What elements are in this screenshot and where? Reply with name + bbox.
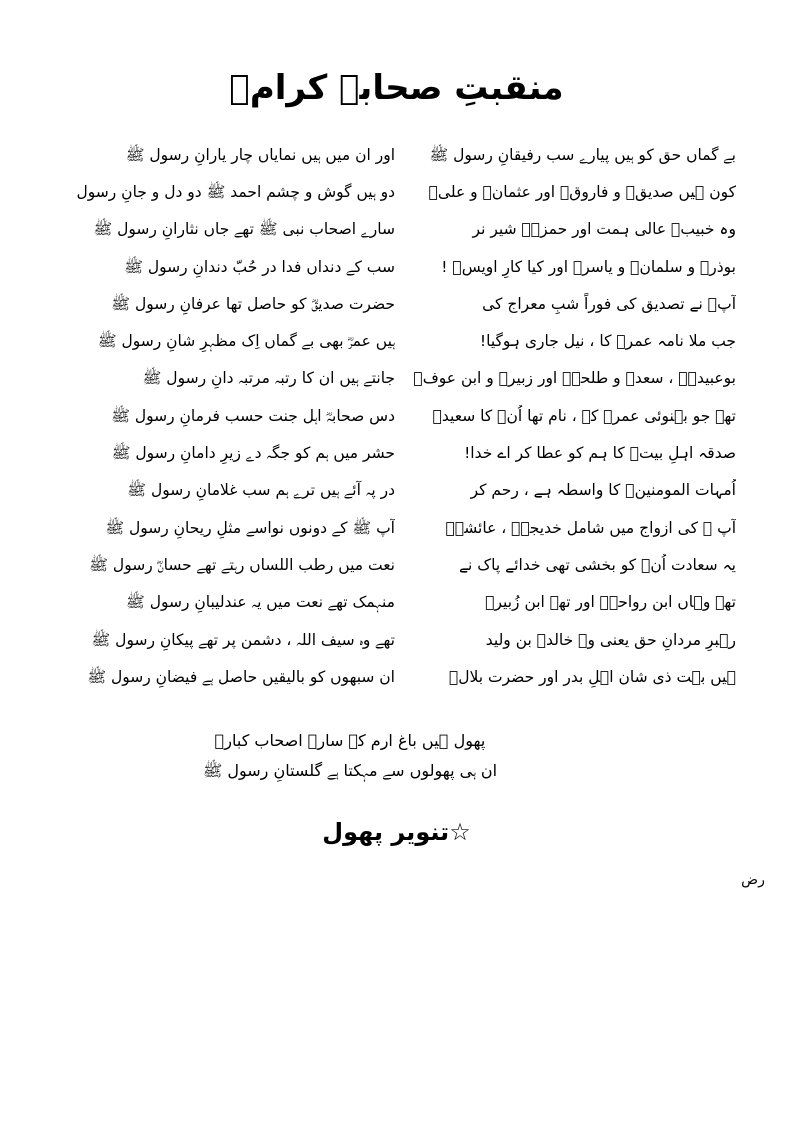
couplet [60,285,736,322]
couplet [60,360,736,397]
couplet [60,211,736,248]
first-hemistich: تھے جو بہنوئی عمرؓ کے ، نام تھا اُنؓ کا سعیدؓ [432,406,736,425]
first-hemistich: بوعبیدہؓ ، سعدؓ و طلحہؓ اور زبیرؓ و ابن عوفؓ [413,369,736,388]
second-hemistich: حشر میں ہم کو جگہ دے زیرِ دامانِ رسول ﷺ [111,444,395,463]
couplet [60,584,736,621]
first-hemistich: صدقہ اہلِ بیتؓ کا ہم کو عطا کر اے خدا! [464,444,736,463]
second-hemistich: تھے وہ سیف اللہ ، دشمن پر تھے پیکانِ رسول ﷺ [91,630,395,649]
first-hemistich: بے گماں حق کو ہیں پیارے سب رفیقانِ رسول ﷺ [429,145,736,164]
closing-couplet [150,726,550,786]
second-hemistich: اور ان میں ہیں نمایاں چار یارانِ رسول ﷺ [125,145,395,164]
second-hemistich: ہیں عمرؓ بھی بے گماں اِک مظہرِ شانِ رسول ﷺ [97,332,395,351]
couplet [60,621,736,658]
second-hemistich: سارے اصحاب نبی ﷺ تھے جاں نثارانِ رسول ﷺ [93,220,395,239]
second-hemistich: نعت میں رطب اللساں رہتے تھے حسانؓ رسول ﷺ [89,555,395,574]
second-hemistich: حضرت صدیقؓ کو حاصل تھا عرفانِ رسول ﷺ [111,294,395,313]
first-hemistich: جب ملا نامہ عمرؓ کا ، نیل جاری ہوگیا! [479,332,736,351]
corner-mark: رض [741,872,765,888]
second-hemistich: دس صحابہؓ اہل جنت حسب فرمانِ رسول ﷺ [111,406,395,425]
first-hemistich: وہ خبیبؓ عالی ہمت اور حمزہؓ شیر نر [472,220,736,239]
poem-body [60,136,736,695]
first-hemistich: کون ہیں صدیقؓ و فاروقؓ اور عثمانؓ و علیؓ [428,182,736,201]
couplet [60,472,736,509]
second-hemistich: جانتے ہیں ان کا رتبہ مرتبہ دانِ رسول ﷺ [142,369,395,388]
first-hemistich: بوذرؓ و سلمانؓ و یاسرؓ اور کیا کارِ اویسؓ ! [441,257,736,276]
second-hemistich: آپ ﷺ کے دونوں نواسے مثلِ ریحانِ رسول ﷺ [105,518,395,537]
star-icon: ☆ [449,818,471,846]
poet-signature [0,812,793,852]
first-hemistich: ہیں بہت ذی شان اہلِ بدر اور حضرت بلالؓ [448,667,736,686]
couplet [60,248,736,285]
couplet [60,509,736,546]
couplet [60,434,736,471]
second-hemistich: منہمک تھے نعت میں یہ عندلیبانِ رسول ﷺ [126,593,395,612]
couplet [60,397,736,434]
couplet [60,173,736,210]
first-hemistich: رہبرِ مردانِ حق یعنی وہ خالدؓ بن ولید [485,630,736,649]
couplet [60,322,736,359]
couplet [60,136,736,173]
first-hemistich: آپؓ نے تصدیق کی فوراً شبِ معراج کی [482,294,736,313]
first-hemistich: یہ سعادت اُنؓ کو بخشی تھی خدائے پاک نے [458,555,736,574]
second-hemistich: دو ہیں گوش و چشم احمد ﷺ دو دل و جانِ رسول [76,182,395,201]
couplet [60,546,736,583]
first-hemistich: آپ ﷺ کی ازواج میں شامل خدیجہؓ ، عائشہؓ [445,518,736,537]
second-hemistich: ان سبھوں کو بالیقیں حاصل ہے فیضانِ رسول ﷺ [87,667,395,686]
closing-line-1: پھول ہیں باغ ارم کے سارے اصحاب کبارؓ [214,731,486,750]
poet-name: تنویر پھول [322,818,450,846]
page-title: منقبتِ صحابہ کرامؓ [229,68,564,108]
second-hemistich: سب کے دنداں فدا در حُبّ دندانِ رسول ﷺ [124,257,395,276]
second-hemistich: در پہ آئے ہیں ترے ہم سب غلامانِ رسول ﷺ [127,481,395,500]
first-hemistich: اُمہات المومنینؓ کا واسطہ ہے ، رحم کر [470,481,736,500]
closing-line-2: ان ہی پھولوں سے مہکتا ہے گلستانِ رسول ﷺ [202,761,498,780]
couplet [60,658,736,695]
first-hemistich: تھے وہاں ابن رواحہؓ اور تھے ابن زُبیرؓ [485,593,736,612]
